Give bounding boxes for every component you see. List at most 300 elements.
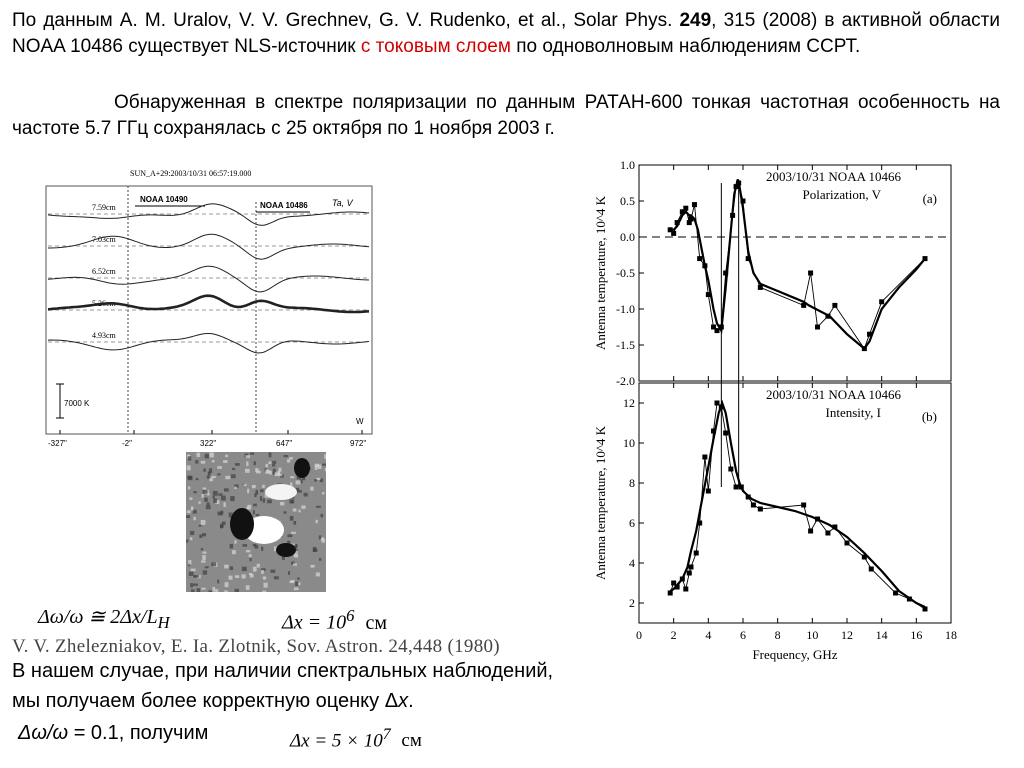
conclusion-line-2-end: . bbox=[408, 690, 414, 712]
intro-text: По данным A. M. Uralov, V. V. Grechnev, G. V. Rudenko, et al., Solar Phys. bbox=[12, 10, 680, 31]
speckle bbox=[203, 488, 206, 490]
legend-subtitle: Intensity, I bbox=[825, 405, 881, 420]
noaa1-label: NOAA 10490 bbox=[140, 195, 188, 204]
speckle bbox=[199, 525, 202, 527]
speckle bbox=[193, 491, 196, 493]
speckle bbox=[225, 582, 229, 587]
y-tick-label: -1.0 bbox=[616, 302, 635, 316]
y-tick-label: -2.0 bbox=[616, 374, 635, 388]
formula-result bbox=[290, 726, 422, 752]
speckle bbox=[187, 465, 191, 470]
speckle bbox=[272, 461, 276, 464]
x-tick-label: 8 bbox=[774, 628, 781, 642]
data-point bbox=[751, 503, 756, 508]
data-point bbox=[687, 571, 692, 576]
radio-scan-figure bbox=[40, 162, 380, 452]
formula-dx bbox=[282, 606, 387, 635]
speckle bbox=[325, 468, 326, 471]
speckle bbox=[196, 453, 200, 457]
speckle bbox=[252, 485, 256, 488]
speckle bbox=[215, 589, 218, 592]
speckle bbox=[234, 540, 236, 543]
speckle bbox=[235, 463, 240, 466]
scan-x-tick-label: -327" bbox=[48, 439, 67, 448]
ta-label: Ta, V bbox=[332, 198, 353, 208]
y-tick-label: 0.0 bbox=[620, 230, 635, 244]
speckle bbox=[209, 590, 212, 592]
scan-wavelength-label: 6.52cm bbox=[92, 267, 116, 276]
data-point bbox=[697, 521, 702, 526]
speckle bbox=[255, 468, 258, 472]
speckle bbox=[250, 558, 252, 561]
speckle bbox=[230, 544, 234, 549]
y-tick-label: 1.0 bbox=[620, 158, 635, 172]
scan-wavelength-label: 7.03cm bbox=[92, 235, 116, 244]
formula-dispersion bbox=[38, 604, 170, 633]
speckle bbox=[193, 584, 198, 586]
speckle bbox=[235, 589, 239, 592]
data-point bbox=[715, 401, 720, 406]
scan-x-tick-label: -2" bbox=[122, 439, 132, 448]
speckle bbox=[314, 479, 317, 481]
x-tick-label: 12 bbox=[841, 628, 853, 642]
magnetogram-dark bbox=[230, 508, 254, 540]
speckle bbox=[261, 547, 263, 551]
observation-paragraph: Обнаруженная в спектре поляризации по данным РАТАН-600 тонкая частотная особенность на частоте 5.7 ГГц сохранялась с 25 октября по 1 ноября 2003 г. bbox=[12, 92, 1000, 139]
magnetogram-bright-2 bbox=[265, 484, 297, 500]
speckle bbox=[189, 572, 194, 576]
highlight-text: с токовым слоем bbox=[360, 36, 511, 57]
speckle bbox=[213, 491, 218, 496]
data-point bbox=[675, 220, 680, 225]
scan-x-tick-label: 972" bbox=[350, 439, 367, 448]
speckle bbox=[206, 505, 211, 509]
data-point bbox=[683, 587, 688, 592]
series-line bbox=[670, 403, 925, 607]
spectra-plots bbox=[585, 155, 965, 665]
speckle bbox=[221, 496, 226, 501]
speckle bbox=[203, 490, 208, 494]
intro-text-2: , 315 (2008) в активной области NOAA 10486 существует NLS-источник bbox=[12, 10, 1000, 57]
speckle bbox=[197, 588, 201, 592]
y-tick-label: 10 bbox=[623, 436, 635, 450]
x-tick-label: 18 bbox=[945, 628, 957, 642]
scan-x-ticks bbox=[48, 430, 366, 448]
data-point bbox=[832, 303, 837, 308]
speckle bbox=[193, 517, 195, 520]
speckle bbox=[224, 488, 229, 491]
data-point bbox=[702, 455, 707, 460]
y-tick-label: 0.5 bbox=[620, 194, 635, 208]
speckle bbox=[293, 521, 296, 525]
data-point bbox=[671, 231, 676, 236]
noaa2-label: NOAA 10486 bbox=[260, 201, 308, 210]
data-point bbox=[801, 503, 806, 508]
speckle bbox=[242, 567, 247, 571]
magnetogram-image bbox=[186, 452, 326, 592]
speckle bbox=[202, 533, 206, 536]
reference-citation: V. V. Zheleznіakov, E. Ia. Zlotnik, Sov. Astron. 24,448 (1980) bbox=[12, 636, 500, 657]
legend-title: 2003/10/31 NOAA 10466 bbox=[765, 169, 901, 184]
speckle bbox=[201, 461, 205, 464]
speckle bbox=[191, 569, 196, 572]
speckle bbox=[247, 489, 249, 494]
speckle bbox=[190, 537, 192, 540]
x-axis-label: Frequency, GHz bbox=[752, 647, 838, 662]
speckle bbox=[207, 475, 210, 478]
speckle bbox=[273, 469, 276, 472]
speckle bbox=[253, 567, 257, 572]
scale-label: 7000 K bbox=[64, 399, 90, 408]
data-point bbox=[723, 271, 728, 276]
speckle bbox=[217, 466, 222, 469]
speckle bbox=[250, 453, 254, 455]
speckle bbox=[273, 472, 275, 475]
speckle bbox=[316, 506, 321, 508]
x-tick-label: 6 bbox=[740, 628, 746, 642]
speckle bbox=[267, 500, 272, 504]
speckle bbox=[211, 476, 215, 478]
speckle bbox=[249, 554, 252, 557]
y-tick-label: -0.5 bbox=[616, 266, 635, 280]
speckle bbox=[217, 580, 219, 584]
speckle bbox=[202, 555, 205, 560]
data-point bbox=[879, 299, 884, 304]
speckle bbox=[315, 464, 319, 467]
data-point bbox=[815, 325, 820, 330]
speckle bbox=[220, 524, 223, 529]
data-point bbox=[730, 213, 735, 218]
data-point bbox=[723, 431, 728, 436]
scan-curves bbox=[48, 203, 370, 353]
conclusion-ratio: Δω/ω bbox=[18, 722, 69, 744]
speckle bbox=[213, 498, 217, 503]
speckle bbox=[186, 515, 190, 518]
speckle bbox=[211, 562, 216, 566]
speckle bbox=[294, 588, 299, 591]
speckle bbox=[267, 470, 270, 473]
speckle bbox=[261, 570, 264, 574]
data-point bbox=[815, 517, 820, 522]
data-point bbox=[694, 551, 699, 556]
data-point bbox=[862, 555, 867, 560]
speckle bbox=[262, 485, 265, 488]
speckle bbox=[187, 476, 191, 480]
x-tick-label: 10 bbox=[806, 628, 819, 642]
speckle bbox=[321, 514, 324, 517]
speckle bbox=[209, 452, 214, 457]
formula-result-text: Δx = 5 × 10 bbox=[290, 730, 383, 752]
speckle bbox=[232, 550, 236, 554]
formula-result-unit: см bbox=[401, 730, 422, 752]
speckle bbox=[235, 575, 239, 578]
formula-dx-exp: 6 bbox=[346, 606, 355, 625]
speckle bbox=[268, 462, 271, 465]
speckle bbox=[191, 589, 195, 592]
polarization-plot bbox=[593, 158, 951, 388]
speckle bbox=[245, 469, 250, 473]
intensity-plot bbox=[593, 183, 957, 662]
data-point bbox=[832, 525, 837, 530]
speckle bbox=[322, 464, 326, 466]
speckle bbox=[288, 571, 290, 575]
speckle bbox=[291, 501, 293, 504]
speckle bbox=[280, 502, 284, 505]
data-point bbox=[808, 529, 813, 534]
speckle bbox=[188, 486, 190, 489]
speckle bbox=[194, 575, 199, 577]
data-point bbox=[697, 256, 702, 261]
speckle bbox=[212, 460, 215, 462]
speckle bbox=[301, 506, 305, 509]
x-tick-label: 16 bbox=[910, 628, 923, 642]
conclusion-line-2 bbox=[12, 690, 414, 713]
y-tick-label: 6 bbox=[629, 516, 635, 530]
data-point bbox=[923, 256, 928, 261]
data-point bbox=[825, 314, 830, 319]
speckle bbox=[269, 453, 272, 458]
y-tick-label: -1.5 bbox=[616, 338, 635, 352]
y-axis-label: Antenna temperature, 10^4 K bbox=[593, 195, 608, 351]
speckle bbox=[205, 454, 209, 459]
w-label: W bbox=[356, 417, 364, 426]
conclusion-line-3 bbox=[18, 722, 208, 745]
data-point bbox=[683, 206, 688, 211]
data-point bbox=[692, 202, 697, 207]
speckle bbox=[322, 492, 324, 494]
data-point bbox=[825, 531, 830, 536]
speckle bbox=[186, 539, 188, 542]
speckle bbox=[266, 464, 268, 467]
speckle bbox=[256, 514, 260, 516]
speckle bbox=[221, 511, 224, 515]
conclusion-var: x bbox=[398, 690, 409, 712]
conclusion-line-1: В нашем случае, при наличии спектральных наблюдений, bbox=[12, 660, 554, 682]
data-point bbox=[808, 271, 813, 276]
speckle bbox=[243, 544, 248, 547]
speckle bbox=[254, 493, 256, 497]
speckle bbox=[264, 583, 268, 588]
data-point bbox=[801, 303, 806, 308]
speckle bbox=[274, 576, 279, 579]
speckle bbox=[287, 459, 290, 462]
scan-wavelength-label: 7.59cm bbox=[92, 203, 116, 212]
x-tick-label: 4 bbox=[705, 628, 712, 642]
x-tick-label: 14 bbox=[875, 628, 888, 642]
speckle bbox=[246, 585, 250, 590]
speckle bbox=[319, 535, 321, 539]
data-point bbox=[869, 567, 874, 572]
legend-subtitle: Polarization, V bbox=[802, 187, 881, 202]
x-tick-label: 2 bbox=[670, 628, 677, 642]
data-point bbox=[711, 429, 716, 434]
panel-label: (b) bbox=[921, 409, 937, 424]
speckle bbox=[260, 489, 263, 492]
speckle bbox=[296, 481, 301, 485]
y-tick-label: 4 bbox=[629, 556, 635, 570]
speckle bbox=[278, 468, 281, 472]
data-point bbox=[923, 607, 928, 612]
speckle bbox=[224, 590, 227, 592]
formula-result-exp: 7 bbox=[382, 726, 391, 743]
speckle bbox=[246, 455, 250, 458]
magnetogram-dark-2 bbox=[276, 543, 296, 557]
data-point bbox=[746, 256, 751, 261]
speckle bbox=[188, 456, 191, 460]
speckle bbox=[287, 534, 292, 537]
speckle bbox=[272, 464, 275, 466]
speckle bbox=[217, 473, 221, 475]
speckle bbox=[201, 588, 206, 590]
speckle bbox=[260, 496, 262, 501]
speckle bbox=[223, 460, 227, 463]
speckle bbox=[262, 591, 266, 592]
speckle bbox=[242, 574, 246, 578]
speckle bbox=[204, 498, 208, 502]
speckle bbox=[255, 545, 259, 549]
speckle bbox=[229, 576, 233, 580]
speckle bbox=[224, 565, 228, 569]
speckle bbox=[313, 549, 318, 552]
speckle bbox=[263, 498, 265, 502]
speckle bbox=[224, 502, 226, 507]
speckle bbox=[300, 479, 302, 483]
x-tick-label: 0 bbox=[636, 628, 642, 642]
speckle bbox=[310, 565, 314, 568]
legend-title: 2003/10/31 NOAA 10466 bbox=[765, 387, 901, 402]
y-tick-label: 8 bbox=[629, 476, 635, 490]
speckle bbox=[246, 550, 250, 552]
intro-text-3: по одноволновым наблюдениям ССРТ. bbox=[510, 36, 861, 57]
speckle bbox=[270, 570, 275, 573]
speckle bbox=[205, 566, 209, 568]
speckle bbox=[246, 461, 248, 466]
speckle bbox=[291, 580, 295, 582]
speckle bbox=[191, 507, 194, 511]
speckle bbox=[297, 490, 302, 493]
data-point bbox=[689, 217, 694, 222]
speckle bbox=[202, 494, 204, 498]
data-point bbox=[741, 199, 746, 204]
speckle bbox=[297, 578, 300, 580]
speckle bbox=[199, 501, 201, 503]
speckle bbox=[190, 531, 194, 535]
scan-x-tick-label: 647" bbox=[276, 439, 293, 448]
data-point bbox=[867, 332, 872, 337]
series-line bbox=[670, 183, 925, 349]
speckle bbox=[293, 509, 297, 512]
speckle bbox=[316, 520, 318, 523]
speckle bbox=[290, 516, 294, 521]
scan-wavelength-label: 5.26cm bbox=[92, 299, 116, 308]
speckle bbox=[195, 460, 198, 464]
scan-wavelength-label: 4.93cm bbox=[92, 331, 116, 340]
formula-dispersion-text: Δω/ω ≅ 2Δx/L bbox=[38, 606, 158, 628]
formula-dispersion-sub: H bbox=[157, 613, 170, 632]
speckle bbox=[187, 510, 191, 513]
data-point bbox=[746, 495, 751, 500]
speckle bbox=[322, 539, 325, 543]
speckle bbox=[189, 497, 192, 500]
speckle bbox=[201, 560, 205, 562]
speckle bbox=[293, 563, 297, 565]
speckle bbox=[291, 532, 296, 534]
speckle bbox=[254, 461, 256, 465]
speckle bbox=[190, 583, 193, 587]
speckle bbox=[289, 457, 293, 459]
speckle bbox=[230, 496, 234, 501]
speckle bbox=[201, 548, 204, 550]
speckle bbox=[201, 520, 206, 525]
data-point bbox=[675, 585, 680, 590]
data-point bbox=[680, 577, 685, 582]
plot-frame bbox=[639, 165, 951, 381]
speckle bbox=[253, 504, 257, 507]
speckle bbox=[218, 493, 222, 495]
data-point bbox=[702, 263, 707, 268]
speckle bbox=[244, 484, 247, 487]
data-point bbox=[706, 292, 711, 297]
speckle bbox=[234, 487, 237, 489]
data-point bbox=[706, 489, 711, 494]
data-point bbox=[907, 597, 912, 602]
speckle bbox=[249, 573, 252, 575]
speckle bbox=[304, 493, 308, 497]
speckle bbox=[231, 474, 236, 478]
scan-x-tick-label: 322" bbox=[200, 439, 217, 448]
data-point bbox=[758, 507, 763, 512]
speckle bbox=[188, 560, 191, 564]
data-point bbox=[862, 346, 867, 351]
data-point bbox=[734, 485, 739, 490]
y-tick-label: 2 bbox=[629, 596, 635, 610]
speckle bbox=[203, 469, 206, 472]
conclusion-line-3-text: = 0.1, получим bbox=[68, 722, 209, 744]
speckle bbox=[290, 476, 294, 478]
data-point bbox=[668, 591, 673, 596]
speckle bbox=[209, 468, 212, 473]
speckle bbox=[207, 502, 210, 505]
speckle bbox=[263, 577, 266, 580]
data-point bbox=[758, 285, 763, 290]
speckle bbox=[225, 476, 230, 479]
formula-dx-unit: см bbox=[365, 611, 387, 634]
speckle bbox=[230, 566, 233, 570]
speckle bbox=[298, 510, 300, 513]
speckle bbox=[202, 552, 206, 554]
speckle bbox=[232, 468, 235, 470]
speckle bbox=[257, 564, 260, 568]
speckle bbox=[212, 587, 215, 592]
speckle bbox=[196, 478, 199, 480]
scan-header: SUN_A+29:2003/10/31 06:57:19.000 bbox=[130, 169, 252, 178]
data-point bbox=[893, 591, 898, 596]
speckle bbox=[275, 473, 280, 477]
speckle bbox=[324, 454, 326, 459]
data-point bbox=[689, 565, 694, 570]
speckle bbox=[316, 573, 320, 577]
formula-dx-text: Δx = 10 bbox=[282, 611, 347, 634]
y-tick-label: 12 bbox=[623, 396, 635, 410]
speckle bbox=[310, 487, 313, 491]
panel-label: (a) bbox=[922, 191, 937, 206]
speckle bbox=[284, 455, 289, 457]
speckle bbox=[284, 511, 287, 513]
speckle bbox=[210, 478, 214, 481]
speckle bbox=[225, 455, 228, 457]
data-point bbox=[739, 485, 744, 490]
data-point bbox=[845, 541, 850, 546]
